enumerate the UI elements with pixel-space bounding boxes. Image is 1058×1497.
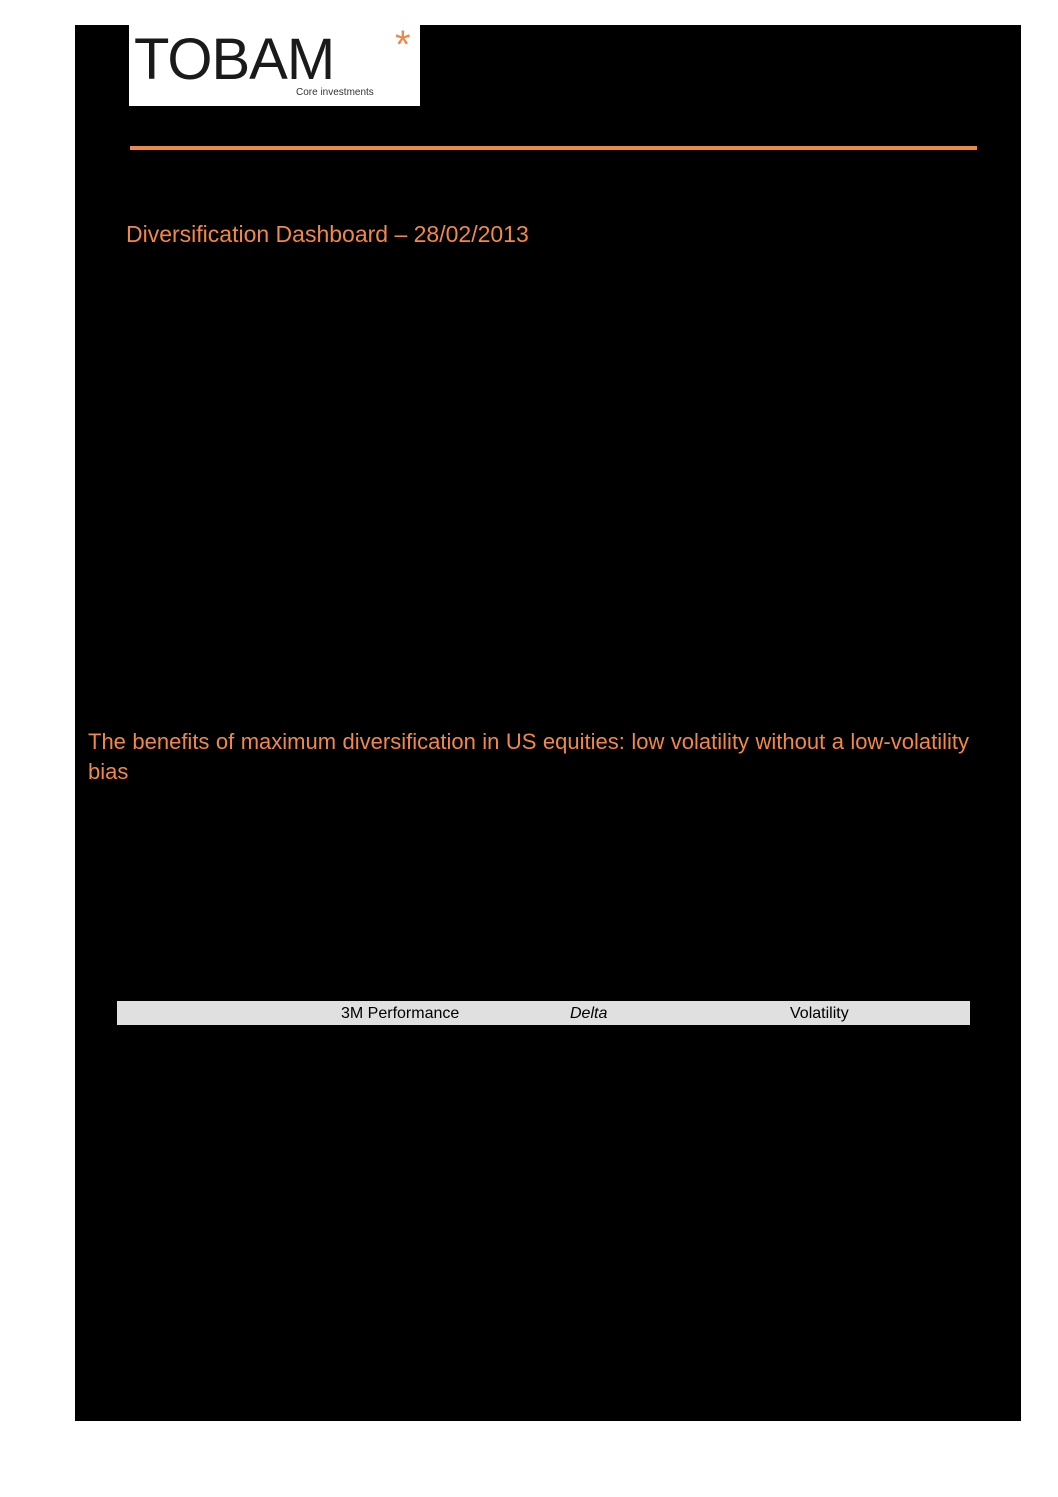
header-divider (130, 146, 977, 150)
tobam-logo (129, 25, 420, 106)
column-header-volatility: Volatility (790, 1005, 849, 1022)
logo-star-icon: * (395, 23, 411, 67)
column-header-3m-performance: 3M Performance (341, 1005, 460, 1022)
dashboard-title: Diversification Dashboard – 28/02/2013 (126, 221, 529, 247)
logo-tagline: Core investments (296, 87, 374, 98)
logo-wordmark: TOBAM (134, 27, 335, 92)
column-header-delta: Delta (570, 1005, 608, 1022)
table-header-row (117, 1001, 970, 1025)
article-headline: The benefits of maximum diversification in US equities: low volatility without a low-volatility bias (88, 729, 969, 784)
